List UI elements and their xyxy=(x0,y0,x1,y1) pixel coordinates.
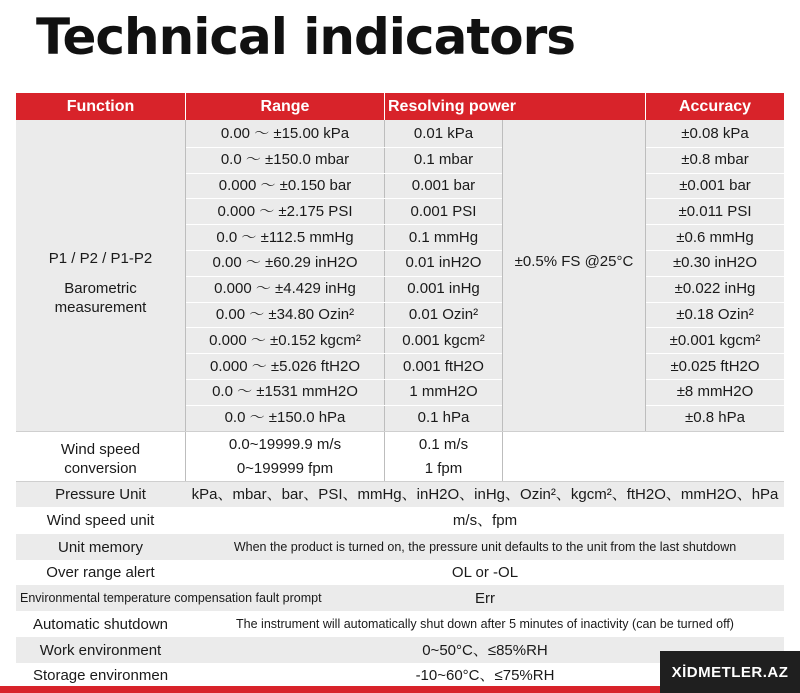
row-divider xyxy=(186,379,502,380)
row-divider xyxy=(646,198,784,199)
row-divider xyxy=(646,173,784,174)
barometric-resolution: 0.001 ftH2O xyxy=(403,357,484,375)
barometric-resolution: 0.01 kPa xyxy=(413,125,474,143)
barometric-resolution: 0.1 mbar xyxy=(413,151,474,169)
row-divider xyxy=(646,147,784,148)
barometric-range: 0.000 ～ ±5.026 ftH2O xyxy=(210,357,360,375)
watermark: XİDMETLER.AZ xyxy=(660,651,800,693)
spec-value-unit-memory: When the product is turned on, the pressure unit defaults to the unit from the last shutdown xyxy=(233,539,737,554)
barometric-accuracy: ±8 mmH2O xyxy=(676,383,754,401)
barometric-range: 0.000 ～ ±4.429 inHg xyxy=(214,280,356,298)
barometric-accuracy: ±0.08 kPa xyxy=(681,125,749,143)
row-divider xyxy=(186,198,502,199)
row-divider xyxy=(186,327,502,328)
wind-resolution-1: 0.1 m/s xyxy=(418,435,469,453)
row-divider xyxy=(186,173,502,174)
barometric-resolution: 1 mmH2O xyxy=(409,383,478,401)
spec-value-pressure-unit: kPa、mbar、bar、PSI、mmHg、inH2O、inHg、Ozin²、kgcm²、ftH2O、mmH2O、hPa xyxy=(191,485,779,503)
barometric-range: 0.00 ～ ±15.00 kPa xyxy=(220,125,350,143)
row-divider xyxy=(646,224,784,225)
barometric-label-2: Barometric xyxy=(64,280,137,297)
spec-label-unit-memory: Unit memory xyxy=(57,538,143,556)
barometric-accuracy: ±0.025 ftH2O xyxy=(670,357,760,375)
row-divider xyxy=(186,302,502,303)
barometric-resolution: 0.01 Ozin² xyxy=(408,305,479,323)
barometric-resolution: 0.001 PSI xyxy=(410,202,477,220)
spec-value-work-env: 0~50°C、≤85%RH xyxy=(422,641,548,659)
barometric-resolution: 0.001 inHg xyxy=(407,280,480,298)
wind-range-1: 0.0~19999.9 m/s xyxy=(228,435,342,453)
header-function: Function xyxy=(16,93,185,120)
barometric-range: 0.000 ～ ±0.152 kgcm² xyxy=(209,331,361,349)
spec-label-wind-unit: Wind speed unit xyxy=(46,512,155,529)
row-divider xyxy=(646,405,784,406)
barometric-accuracy: ±0.8 mbar xyxy=(681,151,749,169)
row-divider xyxy=(186,405,502,406)
row-divider xyxy=(646,250,784,251)
barometric-range: 0.0 ～ ±1531 mmH2O xyxy=(212,383,358,401)
spec-value-env-fault: Err xyxy=(475,589,495,607)
spec-value-over-range: OL or -OL xyxy=(451,564,519,581)
barometric-accuracy: ±0.001 bar xyxy=(679,176,751,194)
barometric-accuracy: ±0.011 PSI xyxy=(678,202,752,220)
header-accuracy: Accuracy xyxy=(646,93,784,120)
row-divider xyxy=(186,353,502,354)
barometric-accuracy: ±0.30 inH2O xyxy=(672,254,758,272)
barometric-accuracy: ±0.6 mmHg xyxy=(676,228,754,246)
barometric-accuracy: ±0.001 kgcm² xyxy=(669,331,761,349)
wind-label-2: conversion xyxy=(64,460,137,477)
barometric-range: 0.0 ～ ±150.0 mbar xyxy=(220,151,350,169)
header-range: Range xyxy=(186,93,384,120)
row-divider xyxy=(186,147,502,148)
row-divider xyxy=(646,302,784,303)
barometric-accuracy: ±0.18 Ozin² xyxy=(676,305,754,323)
spec-label-env-fault: Environmental temperature compensation fault prompt xyxy=(20,590,322,605)
barometric-resolution: 0.1 mmHg xyxy=(408,228,479,246)
row-divider xyxy=(186,224,502,225)
wind-range-2: 0~199999 fpm xyxy=(236,460,334,477)
row-divider xyxy=(646,276,784,277)
row-divider xyxy=(646,379,784,380)
row-divider xyxy=(646,327,784,328)
wind-resolution-2: 1 fpm xyxy=(424,460,463,477)
page-title: Technical indicators xyxy=(36,8,575,66)
barometric-accuracy-common: ±0.5% FS @25°C xyxy=(514,252,634,270)
barometric-resolution: 0.1 hPa xyxy=(417,409,470,427)
barometric-range: 0.000 ～ ±2.175 PSI xyxy=(217,202,353,220)
barometric-label-1: P1 / P2 / P1-P2 xyxy=(48,249,153,267)
barometric-accuracy: ±0.8 hPa xyxy=(685,409,745,427)
barometric-range: 0.000 ～ ±0.150 bar xyxy=(218,176,352,194)
barometric-resolution: 0.001 kgcm² xyxy=(402,331,485,349)
barometric-range: 0.0 ～ ±150.0 hPa xyxy=(224,409,346,427)
barometric-accuracy: ±0.022 inHg xyxy=(674,280,756,298)
barometric-label-3: measurement xyxy=(54,299,147,316)
row-divider xyxy=(186,250,502,251)
grid-line xyxy=(502,120,503,481)
spec-value-storage-env: -10~60°C、≤75%RH xyxy=(415,666,555,684)
spec-label-work-env: Work environment xyxy=(39,641,162,659)
row-divider xyxy=(186,276,502,277)
wind-label-1: Wind speed xyxy=(60,441,141,458)
barometric-range: 0.00 ～ ±34.80 Ozin² xyxy=(215,305,355,323)
spec-value-wind-unit: m/s、fpm xyxy=(452,512,518,529)
row-divider xyxy=(646,353,784,354)
barometric-range: 0.0 ～ ±112.5 mmHg xyxy=(216,228,354,246)
barometric-range: 0.00 ～ ±60.29 inH2O xyxy=(212,254,358,272)
spec-value-auto-shutdown: The instrument will automatically shut down after 5 minutes of inactivity (can be turned off) xyxy=(236,616,734,631)
barometric-resolution: 0.001 bar xyxy=(411,176,476,194)
spec-label-pressure-unit: Pressure Unit xyxy=(55,485,146,503)
spec-label-storage-env: Storage environmen xyxy=(32,666,169,684)
barometric-resolution: 0.01 inH2O xyxy=(405,254,482,272)
spec-label-auto-shutdown: Automatic shutdown xyxy=(32,615,169,633)
spec-label-over-range: Over range alert xyxy=(46,564,155,581)
header-resolving-power: Resolving power xyxy=(385,93,645,120)
